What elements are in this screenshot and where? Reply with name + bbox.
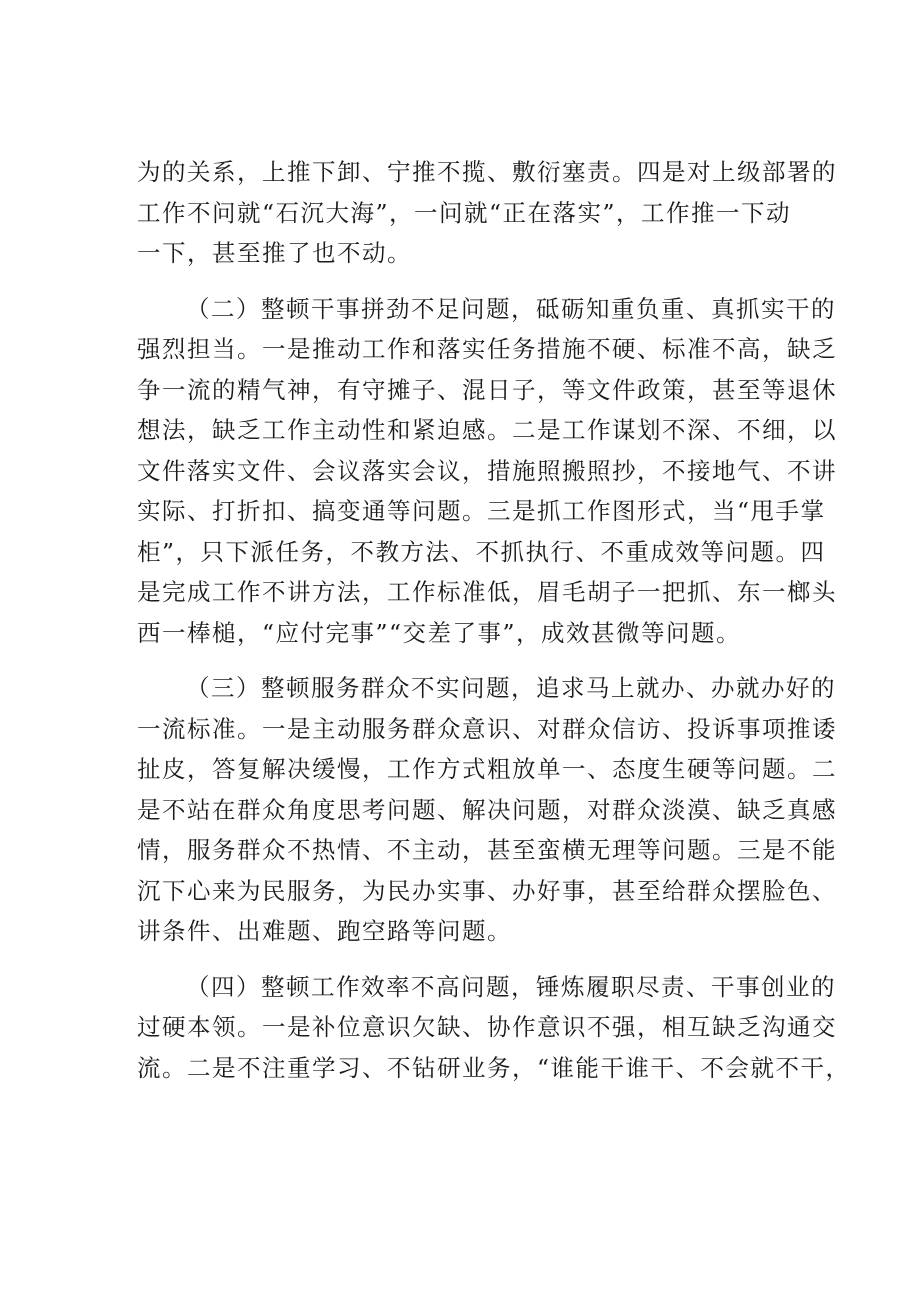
text-line: （三）整顿服务群众不实问题，追求马上就办、办就办好的 [186,674,836,702]
text-line: 扯皮，答复解决缓慢，工作方式粗放单一、态度生硬等问题。二 [137,755,837,783]
paragraph [137,668,837,952]
document-body [137,152,851,1103]
text-line: 是完成工作不讲方法，工作标准低，眉毛胡子一把抓、东一榔头 [137,578,837,606]
text-line: 为的关系，上推下卸、宁推不揽、敷衍塞责。四是对上级部署的 [137,158,837,186]
text-line: 实际、打折扣、搞变通等问题。三是抓工作图形式，当“甩手掌 [137,497,826,525]
text-line: 情，服务群众不热情、不主动，甚至蛮横无理等问题。三是不能 [137,836,837,864]
text-line: （四）整顿工作效率不高问题，锤炼履职尽责、干事创业的 [186,972,836,1001]
text-line: 一流标准。一是主动服务群众意识、对群众信访、投诉事项推诿 [137,714,837,743]
text-line: 文件落实文件、会议落实会议，措施照搬照抄，不接地气、不讲 [137,456,837,485]
text-line: 一下，甚至推了也不动。 [137,239,412,267]
text-line: 西一棒槌，“应付完事”“交差了事”，成效甚微等问题。 [137,618,742,647]
paragraph [137,967,851,1089]
text-line: 过硬本领。一是补位意识欠缺、协作意识不强，相互缺乏沟通交 [137,1013,837,1041]
text-line: 柜”，只下派任务，不教方法、不抓执行、不重成效等问题。四 [137,537,826,566]
text-line: 强烈担当。一是推动工作和落实任务措施不硬、标准不高，缺乏 [137,335,837,363]
text-line: 是不站在群众角度思考问题、解决问题，对群众淡漠、缺乏真感 [137,795,837,824]
text-line: （二）整顿干事拼劲不足问题，砥砺知重负重、真抓实干的 [186,294,836,323]
text-line: 流。二是不注重学习、不钻研业务，“谁能干谁干、不会就不干， [137,1053,851,1082]
paragraph [137,289,837,654]
text-line: 沉下心来为民服务，为民办实事、办好事，甚至给群众摆脸色、 [137,876,837,905]
paragraph [137,152,837,274]
text-line: 争一流的精气神，有守摊子、混日子，等文件政策，甚至等退休 [137,375,837,404]
text-line: 工作不问就“石沉大海”，一问就“正在落实”，工作推一下动 [137,198,792,227]
text-line: 想法，缺乏工作主动性和紧迫感。二是工作谋划不深、不细，以 [137,416,837,444]
text-line: 讲条件、出难题、跑空路等问题。 [137,917,512,945]
